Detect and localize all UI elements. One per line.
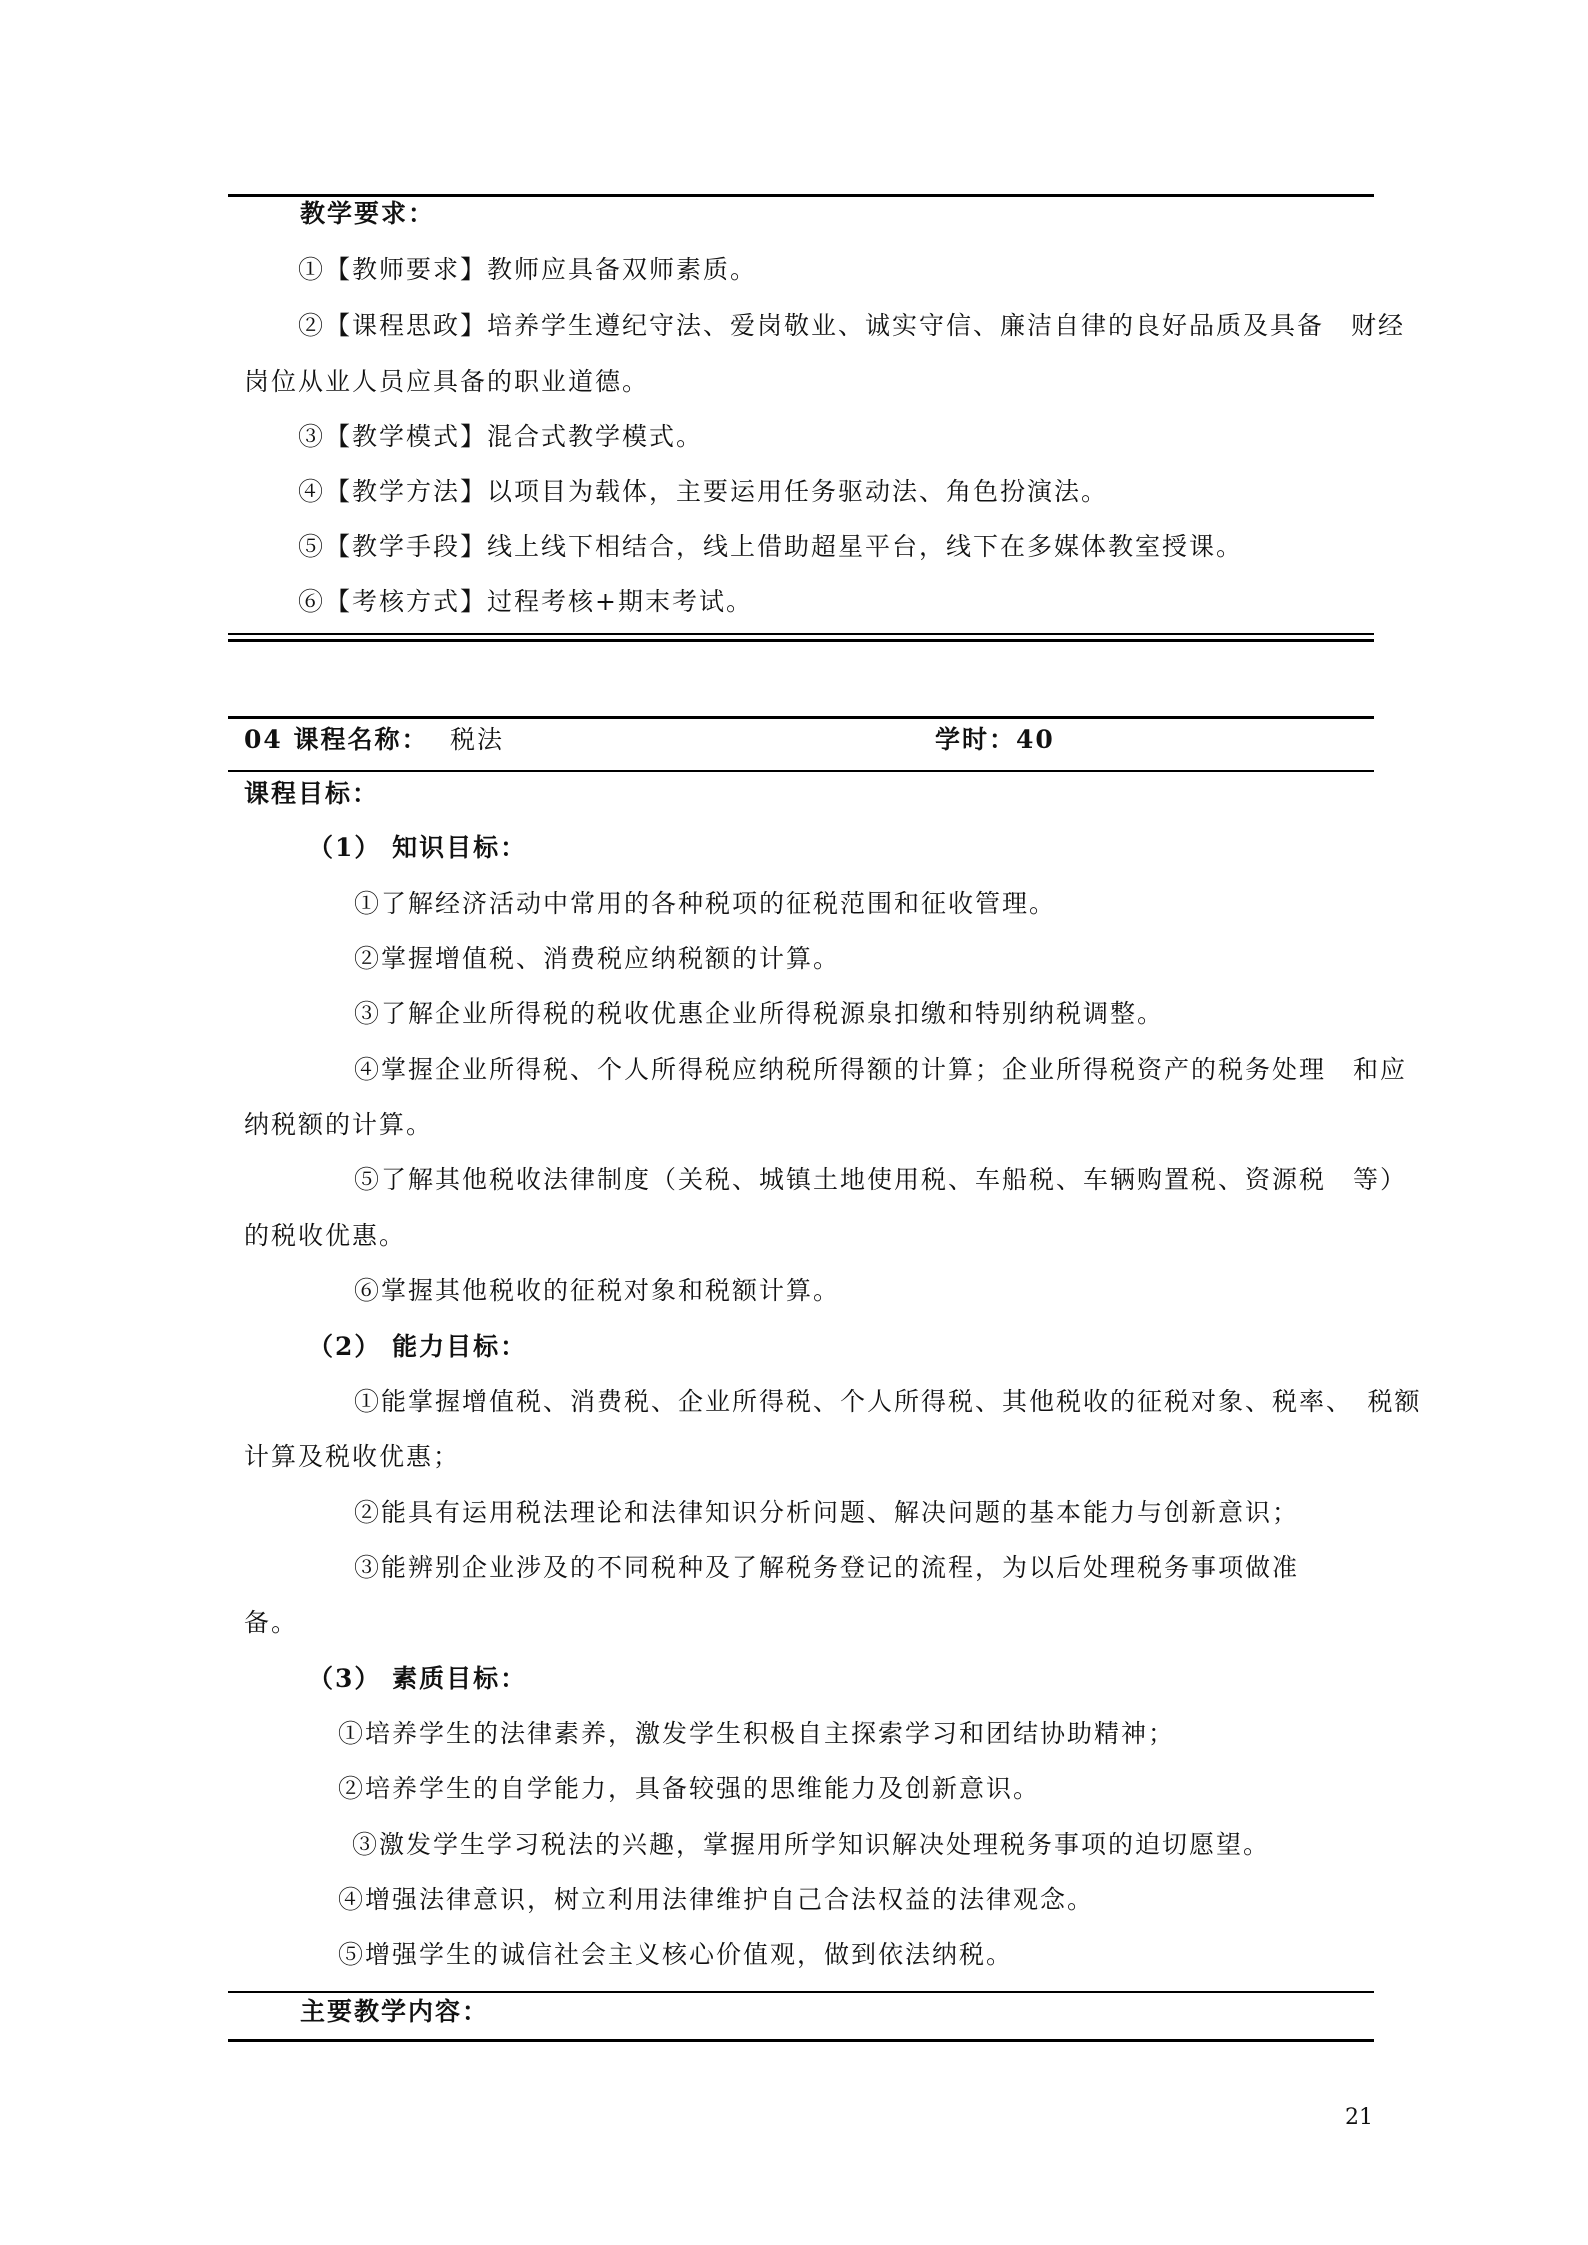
teaching-req-heading: 教学要求：: [300, 199, 436, 228]
knowledge-item: ④掌握企业所得税、个人所得税应纳税所得额的计算；企业所得税资产的税务处理 和应: [354, 1055, 1408, 1084]
teaching-req-item: ④【教学方法】以项目为载体，主要运用任务驱动法、角色扮演法。: [298, 477, 1109, 506]
teaching-req-item: ⑤【教学手段】线上线下相结合，线上借助超星平台，线下在多媒体教室授课。: [298, 532, 1244, 561]
ability-item: ①能掌握增值税、消费税、企业所得税、个人所得税、其他税收的征税对象、税率、 税额: [354, 1387, 1422, 1416]
quality-item: ①培养学生的法律素养，激发学生积极自主探索学习和团结协助精神；: [338, 1719, 1176, 1748]
top-rule: [228, 194, 1374, 197]
course-top-rule: [228, 716, 1374, 719]
knowledge-item: ③了解企业所得税的税收优惠企业所得税源泉扣缴和特别纳税调整。: [354, 999, 1165, 1028]
ability-item: ③能辨别企业涉及的不同税种及了解税务登记的流程，为以后处理税务事项做准: [354, 1553, 1300, 1582]
quality-item: ②培养学生的自学能力，具备较强的思维能力及创新意识。: [338, 1774, 1041, 1803]
course-name: 税法: [450, 725, 505, 754]
objectives-heading: 课程目标：: [244, 779, 380, 808]
section-divider: [228, 633, 1374, 635]
course-hours: 学时：40: [935, 725, 1055, 754]
ability-item: 备。: [244, 1608, 299, 1637]
bottom-rule: [228, 2039, 1374, 2042]
ability-item: ②能具有运用税法理论和法律知识分析问题、解决问题的基本能力与创新意识；: [354, 1498, 1300, 1527]
quality-item: ③激发学生学习税法的兴趣，掌握用所学知识解决处理税务事项的迫切愿望。: [352, 1830, 1271, 1859]
knowledge-item: ⑤了解其他税收法律制度（关税、城镇土地使用税、车船税、车辆购置税、资源税 等）: [354, 1165, 1408, 1194]
teaching-req-item: 岗位从业人员应具备的职业道德。: [244, 367, 650, 396]
quality-item: ④增强法律意识，树立利用法律维护自己合法权益的法律观念。: [338, 1885, 1095, 1914]
course-header-rule: [228, 770, 1374, 772]
knowledge-item: 纳税额的计算。: [244, 1110, 434, 1139]
knowledge-item: ①了解经济活动中常用的各种税项的征税范围和征收管理。: [354, 889, 1057, 918]
teaching-req-item: ③【教学模式】混合式教学模式。: [298, 422, 704, 451]
main-content-heading: 主要教学内容：: [300, 1997, 490, 2026]
quality-heading: （3） 素质目标：: [308, 1664, 528, 1693]
knowledge-item: 的税收优惠。: [244, 1221, 407, 1250]
ability-item: 计算及税收优惠；: [244, 1442, 461, 1471]
knowledge-heading: （1） 知识目标：: [308, 833, 528, 862]
ability-heading: （2） 能力目标：: [308, 1332, 528, 1361]
section-divider: [228, 639, 1374, 642]
course-label: 04 课程名称：: [244, 725, 429, 754]
knowledge-item: ②掌握增值税、消费税应纳税额的计算。: [354, 944, 841, 973]
teaching-req-item: ②【课程思政】培养学生遵纪守法、爱岗敬业、诚实守信、廉洁自律的良好品质及具备 财经: [298, 311, 1406, 340]
quality-item: ⑤增强学生的诚信社会主义核心价值观，做到依法纳税。: [338, 1940, 1014, 1969]
teaching-req-item: ①【教师要求】教师应具备双师素质。: [298, 255, 758, 284]
knowledge-item: ⑥掌握其他税收的征税对象和税额计算。: [354, 1276, 841, 1305]
teaching-req-item: ⑥【考核方式】过程考核+期末考试。: [298, 587, 753, 616]
page-number: 21: [1345, 2105, 1373, 2130]
main-content-rule: [228, 1991, 1374, 1993]
